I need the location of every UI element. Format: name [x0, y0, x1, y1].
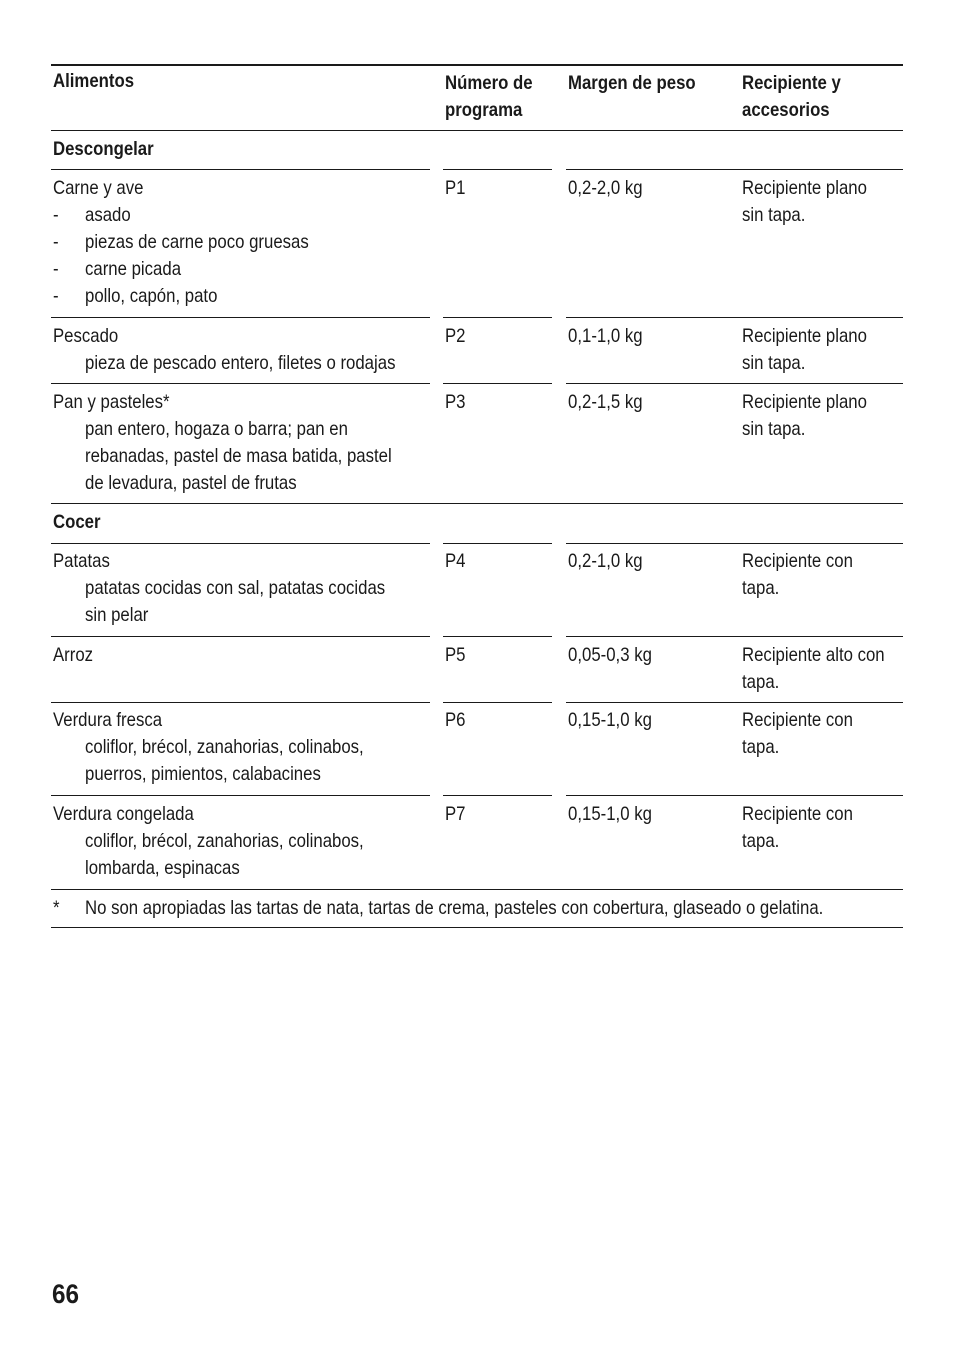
row-rule — [566, 795, 903, 796]
row-weight: 0,2-1,5 kg — [568, 391, 643, 413]
row-rule — [443, 317, 552, 318]
header-container-line2: accesorios — [742, 99, 830, 121]
row-container: tapa. — [742, 736, 780, 758]
bullet-dash: - — [53, 258, 59, 280]
row-program: P3 — [445, 391, 466, 413]
section-title-cook: Cocer — [53, 511, 101, 533]
row-rule — [566, 383, 903, 384]
row-program: P1 — [445, 177, 466, 199]
header-weight: Margen de peso — [568, 72, 696, 94]
page-number: 66 — [52, 1279, 80, 1309]
header-food: Alimentos — [53, 70, 135, 92]
row-rule — [443, 795, 552, 796]
section-rule — [51, 503, 903, 504]
row-detail: coliflor, brécol, zanahorias, colinabos, — [85, 736, 364, 758]
table-bottom-rule — [51, 927, 903, 928]
row-detail: rebanadas, pastel de masa batida, pastel — [85, 445, 392, 467]
row-weight: 0,1-1,0 kg — [568, 325, 643, 347]
row-container: tapa. — [742, 577, 780, 599]
row-item: pollo, capón, pato — [85, 285, 218, 307]
row-food: Patatas — [53, 550, 110, 572]
row-rule — [443, 383, 552, 384]
row-container: Recipiente plano — [742, 391, 867, 413]
section-rule — [566, 169, 903, 170]
row-container: Recipiente alto con — [742, 644, 885, 666]
row-rule — [51, 636, 430, 637]
header-bottom-rule — [51, 130, 903, 131]
row-program: P6 — [445, 709, 466, 731]
row-rule — [51, 795, 430, 796]
section-rule — [443, 543, 552, 544]
header-container-line1: Recipiente y — [742, 72, 841, 94]
row-container: tapa. — [742, 830, 780, 852]
row-item: piezas de carne poco gruesas — [85, 231, 309, 253]
row-food: Arroz — [53, 644, 94, 666]
row-container: Recipiente plano — [742, 325, 867, 347]
row-weight: 0,2-2,0 kg — [568, 177, 643, 199]
row-weight: 0,15-1,0 kg — [568, 803, 652, 825]
row-weight: 0,05-0,3 kg — [568, 644, 652, 666]
row-detail: pan entero, hogaza o barra; pan en — [85, 418, 348, 440]
section-rule — [566, 543, 903, 544]
row-container: tapa. — [742, 671, 780, 693]
row-food: Carne y ave — [53, 177, 144, 199]
row-detail: sin pelar — [85, 604, 149, 626]
row-program: P4 — [445, 550, 466, 572]
row-rule — [566, 702, 903, 703]
row-program: P2 — [445, 325, 466, 347]
row-rule — [443, 636, 552, 637]
header-program-line1: Número de — [445, 72, 533, 94]
row-rule — [566, 636, 903, 637]
row-rule — [51, 702, 430, 703]
row-container: sin tapa. — [742, 352, 806, 374]
row-detail: lombarda, espinacas — [85, 857, 240, 879]
row-container: sin tapa. — [742, 204, 806, 226]
row-item: asado — [85, 204, 131, 226]
row-detail: coliflor, brécol, zanahorias, colinabos, — [85, 830, 364, 852]
table-top-rule — [51, 64, 903, 66]
row-weight: 0,2-1,0 kg — [568, 550, 643, 572]
section-rule — [51, 543, 430, 544]
row-container: Recipiente con — [742, 550, 853, 572]
row-program: P7 — [445, 803, 466, 825]
section-rule — [443, 169, 552, 170]
header-program-line2: programa — [445, 99, 523, 121]
table-footnote-rule — [51, 889, 903, 890]
row-food: Pan y pasteles* — [53, 391, 170, 413]
bullet-dash: - — [53, 204, 59, 226]
row-food: Verdura congelada — [53, 803, 194, 825]
row-rule — [51, 383, 430, 384]
row-rule — [443, 702, 552, 703]
row-food: Pescado — [53, 325, 119, 347]
bullet-dash: - — [53, 231, 59, 253]
row-rule — [51, 317, 430, 318]
row-container: Recipiente con — [742, 709, 853, 731]
row-rule — [566, 317, 903, 318]
row-item: carne picada — [85, 258, 182, 280]
row-detail: pieza de pescado entero, filetes o rodajas — [85, 352, 396, 374]
footnote-mark: * — [53, 897, 60, 919]
bullet-dash: - — [53, 285, 59, 307]
section-title-thaw: Descongelar — [53, 138, 154, 160]
row-detail: puerros, pimientos, calabacines — [85, 763, 321, 785]
row-weight: 0,15-1,0 kg — [568, 709, 652, 731]
row-container: sin tapa. — [742, 418, 806, 440]
row-food: Verdura fresca — [53, 709, 163, 731]
row-detail: de levadura, pastel de frutas — [85, 472, 297, 494]
footnote-text: No son apropiadas las tartas de nata, tartas de crema, pasteles con cobertura, glaseado o gelatina. — [85, 897, 824, 919]
section-rule — [51, 169, 430, 170]
row-detail: patatas cocidas con sal, patatas cocidas — [85, 577, 386, 599]
row-program: P5 — [445, 644, 466, 666]
row-container: Recipiente con — [742, 803, 853, 825]
row-container: Recipiente plano — [742, 177, 867, 199]
